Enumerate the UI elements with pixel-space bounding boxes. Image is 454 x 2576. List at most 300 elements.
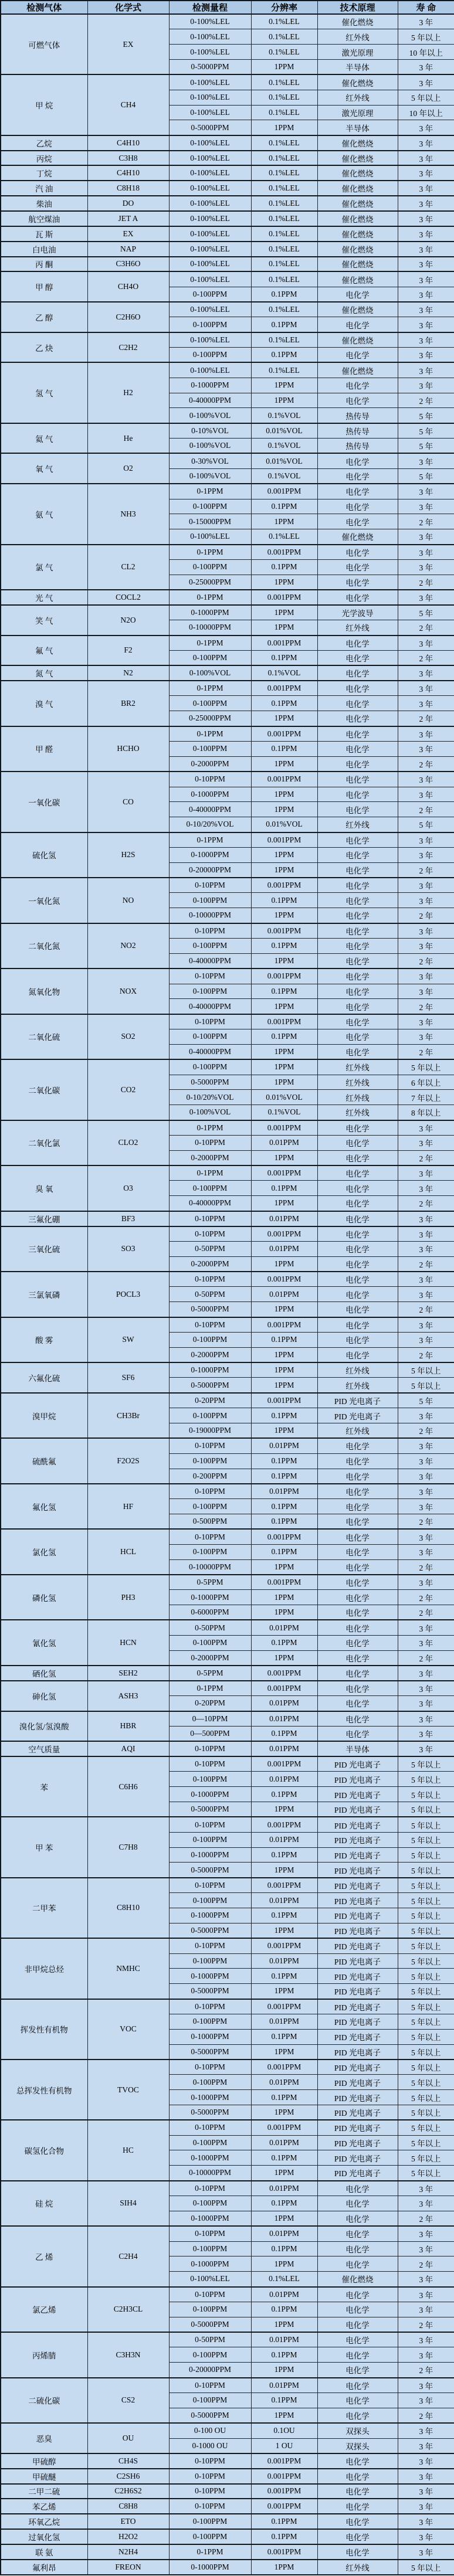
life-cell: 3 年 (398, 1120, 454, 1136)
resolution-cell: 0.01PPM (251, 1832, 317, 1847)
principle-cell: 红外线 (317, 1075, 398, 1090)
principle-cell: 电化学 (317, 1453, 398, 1469)
principle-cell: 电化学 (317, 545, 398, 560)
resolution-cell: 0.001PPM (251, 968, 317, 984)
formula-cell: HF (87, 1484, 169, 1530)
resolution-cell: 0.1%LEL (251, 257, 317, 272)
formula-cell: H2 (87, 362, 169, 423)
range-cell: 0-100PPM (169, 1181, 251, 1196)
resolution-cell: 0.1%VOL (251, 1105, 317, 1120)
resolution-cell: 0.001PPM (251, 2120, 317, 2135)
life-cell: 5 年以上 (398, 1984, 454, 1999)
resolution-cell: 0.1PPM (251, 1332, 317, 1347)
table-row (1, 2332, 454, 2347)
life-cell: 3 年 (398, 635, 454, 651)
principle-cell: 催化燃烧 (317, 151, 398, 166)
life-cell: 2 年 (398, 514, 454, 529)
resolution-cell: 0.1PPM (251, 1408, 317, 1423)
range-cell: 0-1000PPM (169, 605, 251, 620)
formula-cell: C2H4 (87, 2226, 169, 2286)
life-cell: 3 年 (398, 1666, 454, 1681)
life-cell: 3 年 (398, 271, 454, 287)
formula-cell: C3H6O (87, 257, 169, 272)
resolution-cell: 0.001PPM (251, 590, 317, 605)
principle-cell: 催化燃烧 (317, 181, 398, 196)
range-cell: 0-10PPM (169, 2484, 251, 2499)
range-cell: 0-10000PPM (169, 908, 251, 923)
formula-cell: H2S (87, 832, 169, 878)
resolution-cell: 0.1%LEL (251, 529, 317, 545)
life-cell: 5 年以上 (398, 1772, 454, 1787)
resolution-cell: 0.001PPM (251, 2544, 317, 2560)
table-row (1, 1620, 454, 1635)
resolution-cell: 0.01PPM (251, 2075, 317, 2090)
formula-cell: C2H6O (87, 302, 169, 332)
resolution-cell: 0.1PPM (251, 2090, 317, 2105)
resolution-cell: 0.1%LEL (251, 226, 317, 242)
range-cell: 0-1000PPM (169, 2560, 251, 2575)
life-cell: 3 年 (398, 257, 454, 272)
range-cell: 0-100 OU (169, 2423, 251, 2438)
resolution-cell: 1PPM (251, 1075, 317, 1090)
resolution-cell: 1PPM (251, 1605, 317, 1620)
principle-cell: PID 光电离子 (317, 1863, 398, 1878)
gas-cell: 丁烷 (1, 165, 87, 181)
gas-cell: 甲 醛 (1, 726, 87, 772)
gas-cell: 甲 烷 (1, 74, 87, 135)
gas-cell: 可燃气体 (1, 14, 87, 74)
gas-cell: 氯化氢 (1, 1529, 87, 1575)
principle-cell: 电化学 (317, 802, 398, 817)
gas-cell: 三氟化硼 (1, 1211, 87, 1226)
principle-cell: 催化燃烧 (317, 74, 398, 90)
resolution-cell: 0.001PPM (251, 1817, 317, 1832)
table-row (1, 1529, 454, 1544)
gas-cell: 一氧化碳 (1, 772, 87, 832)
resolution-cell: 0.01PPM (251, 1287, 317, 1302)
principle-cell: 电化学 (317, 772, 398, 787)
principle-cell: 电化学 (317, 393, 398, 408)
life-cell: 3 年 (398, 165, 454, 181)
range-cell: 0-100%LEL (169, 196, 251, 211)
resolution-cell: 0.1PPM (251, 348, 317, 363)
resolution-cell: 1PPM (251, 1362, 317, 1378)
range-cell: 0-1000PPM (169, 1590, 251, 1605)
principle-cell: 催化燃烧 (317, 271, 398, 287)
formula-cell: F2 (87, 635, 169, 666)
principle-cell: 电化学 (317, 893, 398, 908)
resolution-cell: 0.01PPM (251, 1620, 317, 1635)
principle-cell: 电化学 (317, 1529, 398, 1544)
principle-cell: 红外线 (317, 1059, 398, 1075)
resolution-cell: 1PPM (251, 393, 317, 408)
table-row (1, 1756, 454, 1772)
range-cell: 0-100PPM (169, 650, 251, 665)
range-cell: 0-10PPM (169, 2453, 251, 2469)
formula-cell: C8H8 (87, 2499, 169, 2514)
resolution-cell: 0.01PPM (251, 1135, 317, 1150)
life-cell: 3 年 (398, 1635, 454, 1650)
formula-cell: NOX (87, 968, 169, 1014)
principle-cell: 电化学 (317, 1241, 398, 1256)
gas-cell: 氮氧化物 (1, 968, 87, 1014)
resolution-cell: 0.001PPM (251, 1681, 317, 1696)
formula-cell: PH3 (87, 1575, 169, 1620)
range-cell: 0-10PPM (169, 1272, 251, 1287)
life-cell: 5 年以上 (398, 1878, 454, 1893)
formula-cell: CO2 (87, 1059, 169, 1120)
principle-cell: 催化燃烧 (317, 135, 398, 151)
resolution-cell: 0.1%LEL (251, 14, 317, 29)
resolution-cell: 0.01PPM (251, 2287, 317, 2302)
principle-cell: 电化学 (317, 2363, 398, 2378)
gas-cell: 溴甲烷 (1, 1393, 87, 1439)
resolution-cell: 0.001PPM (251, 1226, 317, 1242)
formula-cell: CLO2 (87, 1120, 169, 1166)
range-cell: 0-100PPM (169, 1499, 251, 1514)
resolution-cell: 0.001PPM (251, 2484, 317, 2499)
resolution-cell: 0.1OU (251, 2423, 317, 2438)
principle-cell: 电化学 (317, 1650, 398, 1666)
table-row (1, 1575, 454, 1590)
range-cell: 0-1PPM (169, 484, 251, 499)
range-cell: 0-1PPM (169, 726, 251, 742)
life-cell: 3 年 (398, 1575, 454, 1590)
principle-cell: 电化学 (317, 1317, 398, 1333)
principle-cell: 电化学 (317, 1438, 398, 1453)
table-row (1, 362, 454, 378)
table-row (1, 635, 454, 651)
life-cell: 10 年以上 (398, 105, 454, 120)
range-cell: 0-50PPM (169, 1287, 251, 1302)
range-cell: 0-100PPM (169, 1544, 251, 1559)
principle-cell: 电化学 (317, 650, 398, 665)
range-cell: 0-100%LEL (169, 165, 251, 181)
resolution-cell: 0.1PPM (251, 696, 317, 711)
life-cell: 3 年 (398, 2302, 454, 2317)
life-cell: 3 年 (398, 1469, 454, 1484)
formula-cell: NO (87, 878, 169, 923)
life-cell: 2 年 (398, 1302, 454, 1317)
range-cell: 0-25000PPM (169, 711, 251, 726)
range-cell: 0-5PPM (169, 1666, 251, 1681)
resolution-cell: 1PPM (251, 2408, 317, 2423)
range-cell: 0-100%VOL (169, 665, 251, 681)
formula-cell: C2H3CL (87, 2287, 169, 2333)
principle-cell: PID 光电离子 (317, 1787, 398, 1802)
resolution-cell: 1PPM (251, 378, 317, 393)
principle-cell: 电化学 (317, 999, 398, 1014)
range-cell: 0-10000PPM (169, 1559, 251, 1575)
resolution-cell: 0.001PPM (251, 832, 317, 848)
life-cell: 3 年 (398, 1529, 454, 1544)
range-cell: 0-19000PPM (169, 1423, 251, 1438)
resolution-cell: 0.1%LEL (251, 302, 317, 317)
range-cell: 0-100PPM (169, 287, 251, 302)
life-cell: 3 年 (398, 1029, 454, 1045)
principle-cell: 电化学 (317, 1044, 398, 1059)
resolution-cell: 0.1PPM (251, 1908, 317, 1923)
resolution-cell: 0.1PPM (251, 1847, 317, 1863)
formula-cell: POCL3 (87, 1272, 169, 1317)
principle-cell: 电化学 (317, 2302, 398, 2317)
principle-cell: 电化学 (317, 2241, 398, 2256)
resolution-cell: 1PPM (251, 1984, 317, 1999)
life-cell: 3 年 (398, 60, 454, 75)
resolution-cell: 0.1PPM (251, 984, 317, 999)
principle-cell: 电化学 (317, 984, 398, 999)
range-cell: 0-100PPM (169, 2529, 251, 2544)
life-cell: 2 年 (398, 620, 454, 635)
principle-cell: PID 光电离子 (317, 2090, 398, 2105)
range-cell: 0-100%LEL (169, 181, 251, 196)
table-row (1, 2226, 454, 2241)
principle-cell: 电化学 (317, 348, 398, 363)
range-cell: 0-5000PPM (169, 60, 251, 75)
principle-cell: 热传导 (317, 439, 398, 454)
life-cell: 5 年以上 (398, 1969, 454, 1984)
resolution-cell: 0.01PPM (251, 1711, 317, 1727)
resolution-cell: 1PPM (251, 1347, 317, 1362)
resolution-cell: 0.001PPM (251, 1120, 317, 1136)
principle-cell: 催化燃烧 (317, 257, 398, 272)
range-cell: 0-100PPM (169, 2196, 251, 2211)
principle-cell: 电化学 (317, 635, 398, 651)
formula-cell: SO2 (87, 1014, 169, 1060)
range-cell: 0-500PPM (169, 1514, 251, 1530)
table-row (1, 832, 454, 848)
range-cell: 0-2000PPM (169, 1650, 251, 1666)
life-cell: 3 年 (398, 242, 454, 257)
life-cell: 5 年以上 (398, 2166, 454, 2181)
range-cell: 0-100%LEL (169, 14, 251, 29)
resolution-cell: 0.1PPM (251, 1969, 317, 1984)
gas-cell: 二甲苯 (1, 1878, 87, 1938)
range-cell: 0-100PPM (169, 2302, 251, 2317)
range-cell: 0-100PPM (169, 1332, 251, 1347)
table-row (1, 484, 454, 499)
life-cell: 3 年 (398, 378, 454, 393)
principle-cell: PID 光电离子 (317, 2075, 398, 2090)
range-cell: 0-40000PPM (169, 393, 251, 408)
principle-cell: 催化燃烧 (317, 165, 398, 181)
resolution-cell: 0.1%LEL (251, 105, 317, 120)
range-cell: 0-10PPM (169, 2226, 251, 2241)
table-row (1, 1211, 454, 1226)
life-cell: 3 年 (398, 211, 454, 226)
table-row (1, 271, 454, 287)
resolution-cell: 1PPM (251, 787, 317, 802)
life-cell: 3 年 (398, 1317, 454, 1333)
principle-cell: PID 光电离子 (317, 1953, 398, 1969)
resolution-cell: 0.1PPM (251, 1181, 317, 1196)
principle-cell: 催化燃烧 (317, 242, 398, 257)
principle-cell: PID 光电离子 (317, 2029, 398, 2044)
life-cell: 2 年 (398, 1650, 454, 1666)
life-cell: 3 年 (398, 1211, 454, 1226)
resolution-cell: 0.001PPM (251, 1529, 317, 1544)
life-cell: 5 年以上 (398, 1893, 454, 1908)
principle-cell: 电化学 (317, 559, 398, 575)
life-cell: 5 年以上 (398, 2135, 454, 2150)
formula-cell: BF3 (87, 1211, 169, 1226)
resolution-cell: 1PPM (251, 999, 317, 1014)
gas-cell: 空气质量 (1, 1741, 87, 1756)
resolution-cell: 1PPM (251, 2560, 317, 2575)
principle-cell: 催化燃烧 (317, 332, 398, 348)
principle-cell: 电化学 (317, 756, 398, 772)
gas-cell: 二甲二硫 (1, 2484, 87, 2499)
formula-cell: SEH2 (87, 1666, 169, 1681)
principle-cell: 电化学 (317, 2469, 398, 2484)
table-row (1, 2469, 454, 2484)
life-cell: 3 年 (398, 14, 454, 29)
life-cell: 5 年以上 (398, 2060, 454, 2075)
life-cell: 5 年以上 (398, 2560, 454, 2575)
life-cell: 5 年以上 (398, 2029, 454, 2044)
life-cell: 2 年 (398, 1514, 454, 1530)
range-cell: 0-200PPM (169, 1469, 251, 1484)
life-cell: 5 年以上 (398, 2044, 454, 2060)
principle-cell: 电化学 (317, 1165, 398, 1181)
life-cell: 3 年 (398, 317, 454, 332)
principle-cell: 热传导 (317, 408, 398, 423)
principle-cell: 电化学 (317, 1726, 398, 1741)
life-cell: 2 年 (398, 1196, 454, 1211)
resolution-cell: 0.1PPM (251, 2393, 317, 2408)
principle-cell: 电化学 (317, 378, 398, 393)
range-cell: 0-100PPM (169, 696, 251, 711)
life-cell: 7 年以上 (398, 1090, 454, 1105)
principle-cell: 电化学 (317, 1469, 398, 1484)
principle-cell: 电化学 (317, 1514, 398, 1530)
gas-cell: 碳氢化合物 (1, 2120, 87, 2180)
resolution-cell: 1 OU (251, 2438, 317, 2453)
range-cell: 0—500PPM (169, 1726, 251, 1741)
life-cell: 3 年 (398, 302, 454, 317)
life-cell: 3 年 (398, 984, 454, 999)
principle-cell: 电化学 (317, 787, 398, 802)
gas-cell: 甲硫醇 (1, 2453, 87, 2469)
range-cell: 0-100%LEL (169, 74, 251, 90)
table-row (1, 1362, 454, 1378)
principle-cell: 电化学 (317, 1256, 398, 1272)
range-cell: 0-10PPM (169, 2378, 251, 2393)
formula-cell: O3 (87, 1165, 169, 1211)
formula-cell: C2SH6 (87, 2469, 169, 2484)
life-cell: 3 年 (398, 529, 454, 545)
resolution-cell: 0.001PPM (251, 2499, 317, 2514)
range-cell: 0-5000PPM (169, 1923, 251, 1938)
principle-cell: PID 光电离子 (317, 1393, 398, 1408)
principle-cell: 双探头 (317, 2423, 398, 2438)
life-cell: 3 年 (398, 2272, 454, 2287)
range-cell: 0-100%LEL (169, 211, 251, 226)
life-cell: 2 年 (398, 1256, 454, 1272)
life-cell: 3 年 (398, 499, 454, 514)
resolution-cell: 0.001PPM (251, 1393, 317, 1408)
principle-cell: PID 光电离子 (317, 1756, 398, 1772)
range-cell: 0-10PPM (169, 1741, 251, 1756)
gas-cell: 氢 气 (1, 362, 87, 423)
range-cell: 0-100PPM (169, 2241, 251, 2256)
resolution-cell: 0.001PPM (251, 772, 317, 787)
table-row (1, 1014, 454, 1029)
range-cell: 0-1PPM (169, 1681, 251, 1696)
principle-cell: 电化学 (317, 1181, 398, 1196)
range-cell: 0-1000PPM (169, 2150, 251, 2166)
gas-cell: 二氧化氮 (1, 923, 87, 969)
principle-cell: 电化学 (317, 590, 398, 605)
life-cell: 3 年 (398, 181, 454, 196)
gas-cell: 丙烯腈 (1, 2332, 87, 2378)
principle-cell: 电化学 (317, 2256, 398, 2272)
header-row (1, 1, 454, 14)
range-cell: 0-10PPM (169, 1226, 251, 1242)
resolution-cell: 0.01PPM (251, 1953, 317, 1969)
resolution-cell: 0.1PPM (251, 2150, 317, 2166)
resolution-cell: 0.1PPM (251, 499, 317, 514)
gas-cell: 氯乙烯 (1, 2287, 87, 2333)
table-row (1, 2453, 454, 2469)
life-cell: 5 年以上 (398, 1938, 454, 1953)
formula-cell: HCN (87, 1620, 169, 1666)
principle-cell: 电化学 (317, 1014, 398, 1029)
gas-cell: 甲 醇 (1, 271, 87, 302)
principle-cell: 电化学 (317, 1302, 398, 1317)
formula-cell: NO2 (87, 923, 169, 969)
life-cell: 3 年 (398, 453, 454, 468)
range-cell: 0-10000PPM (169, 620, 251, 635)
resolution-cell: 1PPM (251, 605, 317, 620)
life-cell: 3 年 (398, 1453, 454, 1469)
range-cell: 0-10PPM (169, 1438, 251, 1453)
formula-cell: SF6 (87, 1362, 169, 1393)
principle-cell: 电化学 (317, 453, 398, 468)
gas-cell: 丙 酮 (1, 257, 87, 272)
range-cell: 0-100%LEL (169, 45, 251, 60)
range-cell: 0-5PPM (169, 1575, 251, 1590)
principle-cell: 电化学 (317, 1590, 398, 1605)
life-cell: 5 年以上 (398, 90, 454, 105)
range-cell: 0-100PPM (169, 1832, 251, 1847)
resolution-cell: 0.1%VOL (251, 408, 317, 423)
resolution-cell: 0.01PPM (251, 1484, 317, 1499)
life-cell: 3 年 (398, 847, 454, 862)
resolution-cell: 0.001PPM (251, 1878, 317, 1893)
range-cell: 0-1PPM (169, 681, 251, 696)
formula-cell: SW (87, 1317, 169, 1363)
range-cell: 0-10PPM (169, 1484, 251, 1499)
resolution-cell: 1PPM (251, 1423, 317, 1438)
gas-cell: 三氯氧磷 (1, 1272, 87, 1317)
range-cell: 0-20PPM (169, 1393, 251, 1408)
range-cell: 0-20PPM (169, 1696, 251, 1711)
life-cell: 3 年 (398, 332, 454, 348)
range-cell: 0-1000PPM (169, 378, 251, 393)
principle-cell: 电化学 (317, 287, 398, 302)
life-cell: 3 年 (398, 772, 454, 787)
range-cell: 0-10PPM (169, 1014, 251, 1029)
life-cell: 2 年 (398, 393, 454, 408)
range-cell: 0-10PPM (169, 1756, 251, 1772)
principle-cell: 催化燃烧 (317, 196, 398, 211)
life-cell: 2 年 (398, 1150, 454, 1165)
range-cell: 0-5000PPM (169, 1302, 251, 1317)
gas-cell: 氯 气 (1, 545, 87, 590)
life-cell: 5 年以上 (398, 1756, 454, 1772)
resolution-cell: 0.1PPM (251, 2302, 317, 2317)
